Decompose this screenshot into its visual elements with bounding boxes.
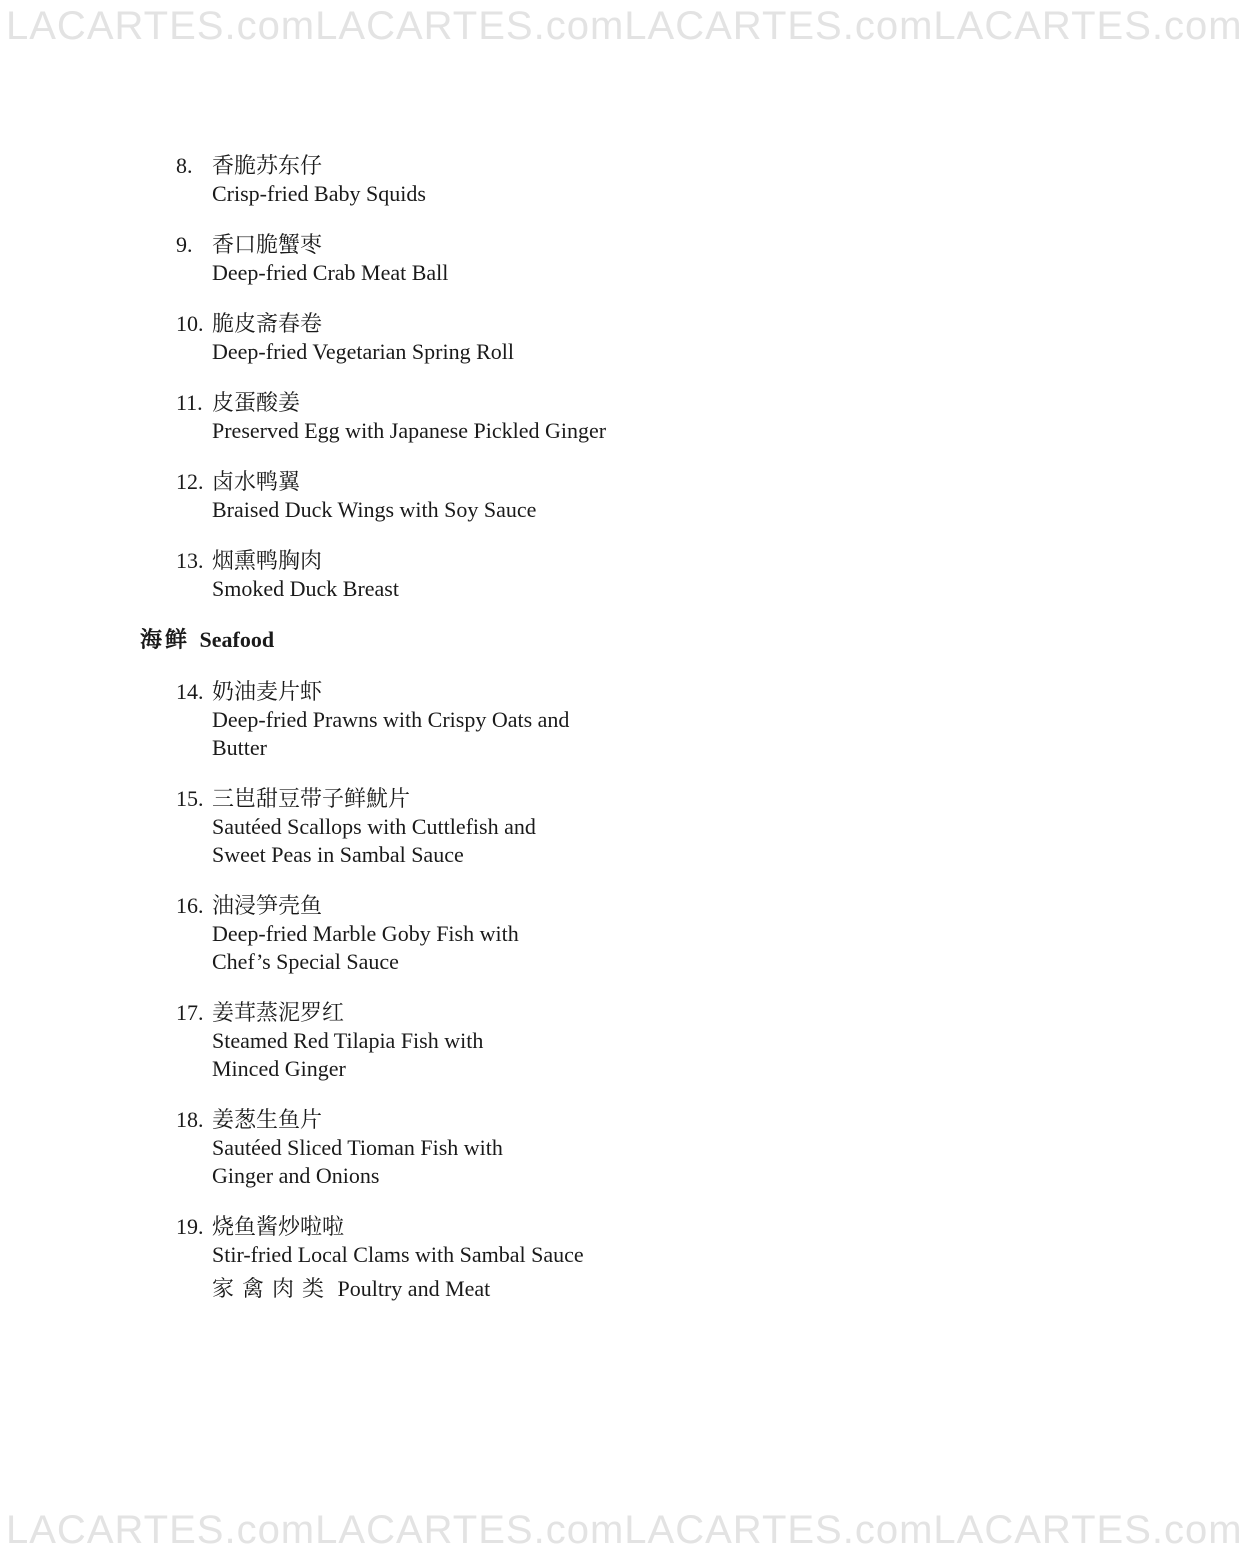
section-heading-seafood <box>140 626 1200 654</box>
menu-item <box>176 310 1200 366</box>
item-english-name: Sautéed Scallops with Cuttlefish and Sweet Peas in Sambal Sauce <box>212 814 536 867</box>
watermark-text: LACARTES.com <box>315 1508 625 1552</box>
item-english-name: Deep-fried Vegetarian Spring Roll <box>212 339 515 364</box>
item-chinese-name: 奶油麦片虾 <box>212 679 323 704</box>
watermark-text: LACARTES.com <box>6 4 316 48</box>
watermark-text: LACARTES.com <box>6 1508 316 1552</box>
watermark-bottom <box>0 1508 1243 1553</box>
menu-item <box>176 152 1200 208</box>
menu-page <box>0 152 1200 1326</box>
item-chinese-name: 烟熏鸭胸肉 <box>212 548 323 573</box>
item-number: 9. <box>176 232 193 257</box>
item-number: 14. <box>176 679 204 704</box>
item-chinese-name: 姜葱生鱼片 <box>212 1107 323 1132</box>
item-english-name: Deep-fried Crab Meat Ball <box>212 260 449 285</box>
item-chinese-name: 香口脆蟹枣 <box>212 232 323 257</box>
item-number: 12. <box>176 469 204 494</box>
item-chinese-name: 香脆苏东仔 <box>212 153 323 178</box>
item-chinese-name: 卤水鸭翼 <box>212 469 301 494</box>
item-number: 8. <box>176 153 193 178</box>
menu-item <box>176 678 1200 762</box>
menu-item <box>176 547 1200 603</box>
item-english-name: Sautéed Sliced Tioman Fish with Ginger and Onions <box>212 1135 503 1188</box>
item-number: 17. <box>176 1000 204 1025</box>
item-english-name: Stir-fried Local Clams with Sambal Sauce <box>212 1242 584 1267</box>
menu-item <box>176 389 1200 445</box>
item-english-name: Preserved Egg with Japanese Pickled Ginger <box>212 418 607 443</box>
watermark-top <box>0 4 1243 49</box>
section-chinese-title: 家禽肉类 <box>212 1276 333 1301</box>
item-number: 16. <box>176 893 204 918</box>
menu-item <box>176 468 1200 524</box>
section-chinese-title: 海鲜 <box>140 627 191 652</box>
item-english-name: Braised Duck Wings with Soy Sauce <box>212 497 537 522</box>
watermark-text: LACARTES.com <box>624 4 934 48</box>
menu-item <box>176 1106 1200 1190</box>
item-english-name: Steamed Red Tilapia Fish with Minced Ginger <box>212 1028 484 1081</box>
item-chinese-name: 姜茸蒸泥罗红 <box>212 1000 345 1025</box>
item-chinese-name: 脆皮斋春卷 <box>212 311 323 336</box>
item-number: 13. <box>176 548 204 573</box>
watermark-text: LACARTES.com <box>624 1508 934 1552</box>
menu-item <box>176 785 1200 869</box>
menu-item <box>176 892 1200 976</box>
watermark-text: LACARTES.com <box>933 1508 1243 1552</box>
item-english-name: Smoked Duck Breast <box>212 576 399 601</box>
item-number: 18. <box>176 1107 204 1132</box>
watermark-text: LACARTES.com <box>933 4 1243 48</box>
menu-item <box>176 1213 1200 1303</box>
item-number: 15. <box>176 786 204 811</box>
section-heading-poultry <box>176 1275 1200 1303</box>
menu-item <box>176 231 1200 287</box>
item-english-name: Deep-fried Marble Goby Fish with Chef’s Special Sauce <box>212 921 519 974</box>
item-number: 10. <box>176 311 204 336</box>
watermark-text: LACARTES.com <box>315 4 625 48</box>
item-chinese-name: 烧鱼酱炒啦啦 <box>212 1214 345 1239</box>
menu-item <box>176 999 1200 1083</box>
item-chinese-name: 皮蛋酸姜 <box>212 390 301 415</box>
item-chinese-name: 三岜甜豆带子鲜魷片 <box>212 786 411 811</box>
item-number: 11. <box>176 390 203 415</box>
item-english-name: Deep-fried Prawns with Crispy Oats and Butter <box>212 707 570 760</box>
item-number: 19. <box>176 1214 204 1239</box>
section-english-title: Poultry and Meat <box>337 1276 491 1301</box>
section-english-title: Seafood <box>199 627 275 652</box>
item-chinese-name: 油浸笋壳鱼 <box>212 893 323 918</box>
item-english-name: Crisp-fried Baby Squids <box>212 181 426 206</box>
